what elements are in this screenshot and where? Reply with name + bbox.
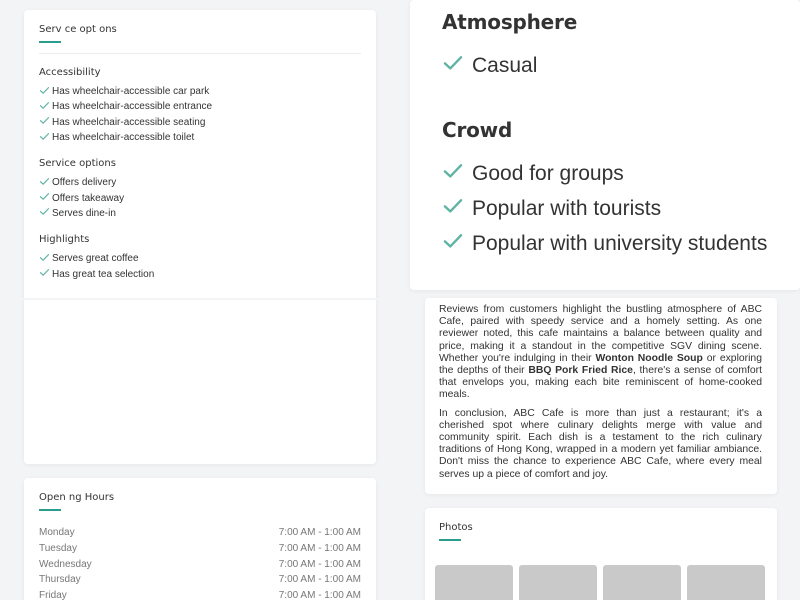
hours-time: 7:00 AM - 1:00 AM bbox=[278, 558, 361, 570]
option-label: Has wheelchair-accessible entrance bbox=[52, 101, 213, 113]
hours-day: Thursday bbox=[39, 574, 81, 586]
check-icon bbox=[442, 232, 472, 256]
check-icon bbox=[39, 192, 52, 204]
big-option-item bbox=[442, 54, 537, 78]
check-icon bbox=[442, 162, 472, 186]
review-text: , there's a sense of comfort that envelops you, making each bite reminiscent of home-cooked meals. bbox=[439, 365, 762, 401]
option-item bbox=[39, 99, 361, 114]
option-item bbox=[39, 84, 361, 99]
option-item bbox=[39, 266, 361, 281]
hours-day: Wednesday bbox=[39, 558, 92, 570]
title-accent-bar bbox=[439, 539, 461, 541]
photos-title: Photos bbox=[439, 522, 473, 533]
option-label: Has wheelchair-accessible seating bbox=[52, 116, 206, 128]
service-options-title: Serv ce opt ons bbox=[39, 24, 117, 35]
big-option-item bbox=[442, 197, 661, 221]
option-item bbox=[39, 206, 361, 221]
check-icon bbox=[39, 268, 52, 280]
photo-grid bbox=[435, 565, 765, 600]
title-accent-bar bbox=[39, 41, 61, 43]
hours-day: Friday bbox=[39, 590, 67, 600]
hours-row bbox=[39, 572, 361, 588]
group-title: Service options bbox=[39, 158, 116, 170]
hours-row bbox=[39, 557, 361, 573]
dish-name: Wonton Noodle Soup bbox=[595, 352, 703, 364]
hours-time: 7:00 AM - 1:00 AM bbox=[278, 590, 361, 600]
photo-thumbnail[interactable] bbox=[435, 565, 513, 600]
crowd-title: Crowd bbox=[442, 118, 513, 142]
review-card bbox=[425, 298, 777, 494]
review-text: or exploring the depths of their bbox=[439, 352, 762, 377]
option-label: Has great tea selection bbox=[52, 268, 155, 280]
review-paragraph bbox=[439, 304, 762, 402]
option-label: Offers takeaway bbox=[52, 192, 125, 204]
group-title: Highlights bbox=[39, 234, 90, 246]
check-icon bbox=[39, 132, 52, 144]
big-option-label: Popular with university students bbox=[472, 232, 768, 255]
big-option-label: Popular with tourists bbox=[472, 197, 662, 220]
opening-hours-card bbox=[24, 478, 376, 600]
service-options-card bbox=[24, 10, 376, 464]
option-item bbox=[39, 115, 361, 130]
big-option-item bbox=[442, 232, 767, 256]
hours-time: 7:00 AM - 1:00 AM bbox=[278, 542, 361, 554]
option-item bbox=[39, 251, 361, 266]
big-option-label: Casual bbox=[472, 54, 538, 77]
photos-card bbox=[425, 508, 777, 600]
big-option-item bbox=[442, 162, 624, 186]
hours-time: 7:00 AM - 1:00 AM bbox=[278, 574, 361, 586]
option-item bbox=[39, 190, 361, 205]
check-icon bbox=[39, 207, 52, 219]
title-accent-bar bbox=[39, 509, 61, 511]
check-icon bbox=[442, 54, 472, 78]
photo-thumbnail[interactable] bbox=[687, 565, 765, 600]
photo-thumbnail[interactable] bbox=[603, 565, 681, 600]
big-option-label: Good for groups bbox=[472, 162, 624, 185]
check-icon bbox=[39, 86, 52, 98]
hours-row bbox=[39, 525, 361, 541]
check-icon bbox=[39, 101, 52, 113]
check-icon bbox=[39, 253, 52, 265]
option-label: Serves great coffee bbox=[52, 253, 139, 265]
atmosphere-title: Atmosphere bbox=[442, 10, 578, 34]
service-groups bbox=[39, 67, 361, 282]
check-icon bbox=[39, 116, 52, 128]
option-label: Serves dine-in bbox=[52, 207, 116, 219]
hours-day: Tuesday bbox=[39, 542, 77, 554]
dish-name: BBQ Pork Fried Rice bbox=[528, 365, 633, 377]
option-item bbox=[39, 175, 361, 190]
hours-day: Monday bbox=[39, 527, 75, 538]
opening-hours-title: Open ng Hours bbox=[39, 492, 115, 503]
hours-row bbox=[39, 588, 361, 600]
option-label: Offers delivery bbox=[52, 177, 117, 189]
check-icon bbox=[442, 197, 472, 221]
atmosphere-zoom-card bbox=[410, 0, 800, 290]
option-label: Has wheelchair-accessible car park bbox=[52, 86, 210, 98]
option-item bbox=[39, 130, 361, 145]
option-label: Has wheelchair-accessible toilet bbox=[52, 132, 195, 144]
check-icon bbox=[39, 177, 52, 189]
hours-time: 7:00 AM - 1:00 AM bbox=[278, 527, 361, 538]
conclusion-paragraph: In conclusion, ABC Cafe is more than just a restaurant; it's a cherished spot where culinary delights merge with value and community spirit. Each dish is a testament to the rich culinary traditions of Hong Kong, wrapped in a modern yet familiar ambiance. Don't miss the chance to experience ABC Cafe, where every meal serves up a piece of comfort and joy. bbox=[439, 407, 762, 480]
divider bbox=[39, 53, 361, 54]
review-text: Reviews from customers highlight the bustling atmosphere of ABC Cafe, paired with speedy service and a homely setting. As one reviewer noted, this cafe maintains a balance between quality and price, making it a standout in the competitive SGV dining scene. Whether you're indulging in their bbox=[439, 304, 762, 364]
hours-list bbox=[39, 525, 361, 600]
hours-row bbox=[39, 541, 361, 557]
group-title: Accessibility bbox=[39, 67, 101, 78]
photo-thumbnail[interactable] bbox=[519, 565, 597, 600]
